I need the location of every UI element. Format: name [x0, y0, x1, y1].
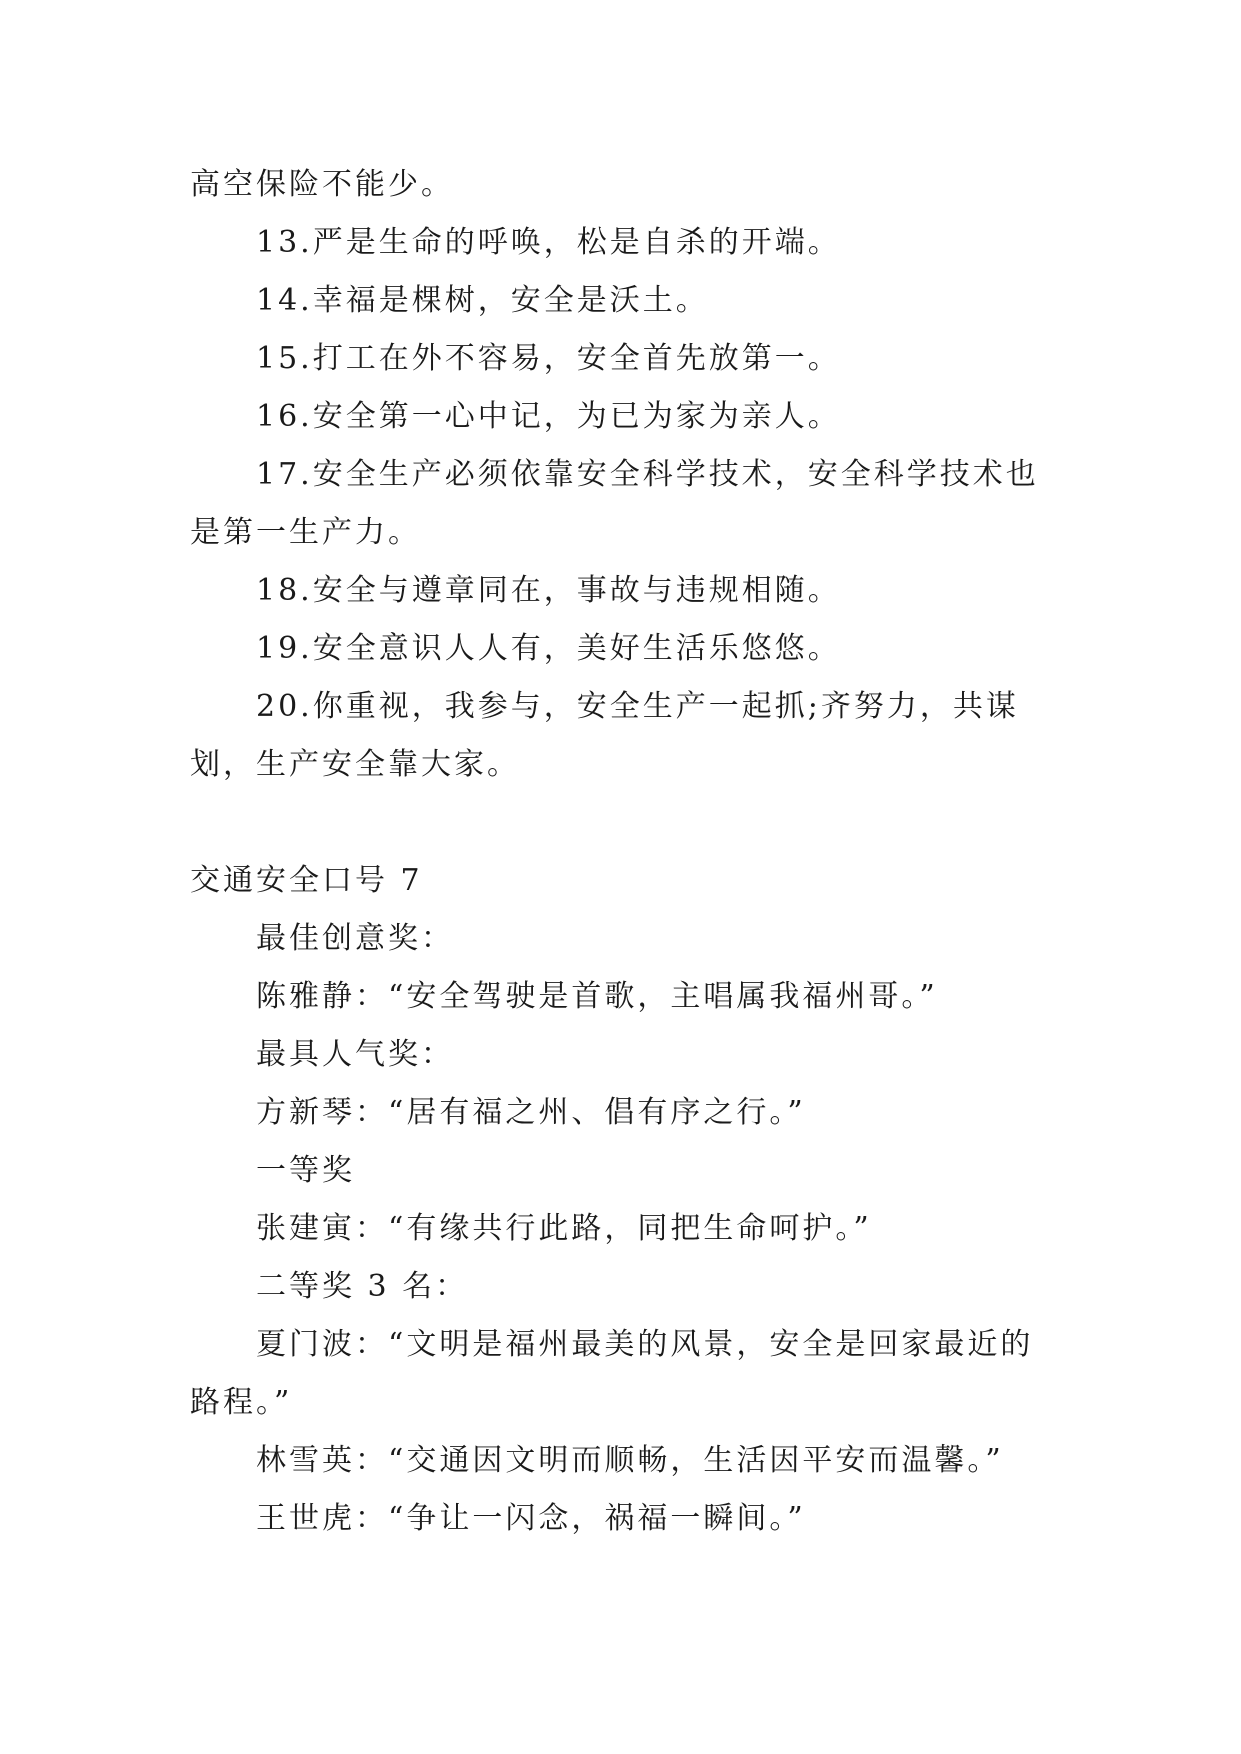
paragraph: 夏门波：“文明是福州最美的风景，安全是回家最近的路程。” [190, 1327, 1034, 1420]
paragraph: 13.严是生命的呼唤，松是自杀的开端。 [256, 225, 841, 260]
section-gap [190, 794, 1060, 852]
paragraph: 15.打工在外不容易，安全首先放第一。 [256, 341, 841, 376]
paragraph: 一等奖 [256, 1153, 355, 1188]
paragraph: 张建寅：“有缘共行此路，同把生命呵护。” [256, 1211, 872, 1246]
paragraph: 14.幸福是棵树，安全是沃土。 [256, 283, 709, 318]
paragraph: 最佳创意奖： [256, 921, 454, 956]
section-heading: 交通安全口号 7 [190, 863, 423, 898]
paragraph: 最具人气奖： [256, 1037, 454, 1072]
paragraph: 16.安全第一心中记，为已为家为亲人。 [256, 399, 841, 434]
paragraph: 20.你重视，我参与，安全生产一起抓;齐努力，共谋划，生产安全靠大家。 [190, 689, 1019, 782]
slogan-list [190, 156, 1060, 794]
paragraph: 陈雅静：“安全驾驶是首歌，主唱属我福州哥。” [256, 979, 938, 1014]
paragraph: 王世虎：“争让一闪念，祸福一瞬间。” [256, 1501, 806, 1536]
paragraph: 高空保险不能少。 [190, 167, 454, 202]
paragraph: 18.安全与遵章同在，事故与违规相随。 [256, 573, 841, 608]
paragraph: 19.安全意识人人有，美好生活乐悠悠。 [256, 631, 841, 666]
award-list [190, 910, 1060, 1548]
paragraph: 方新琴：“居有福之州、倡有序之行。” [256, 1095, 806, 1130]
paragraph: 17.安全生产必须依靠安全科学技术，安全科学技术也是第一生产力。 [190, 457, 1039, 550]
paragraph: 二等奖 3 名： [256, 1269, 469, 1304]
paragraph: 林雪英：“交通因文明而顺畅，生活因平安而温馨。” [256, 1443, 1004, 1478]
document-body [190, 156, 1060, 1548]
